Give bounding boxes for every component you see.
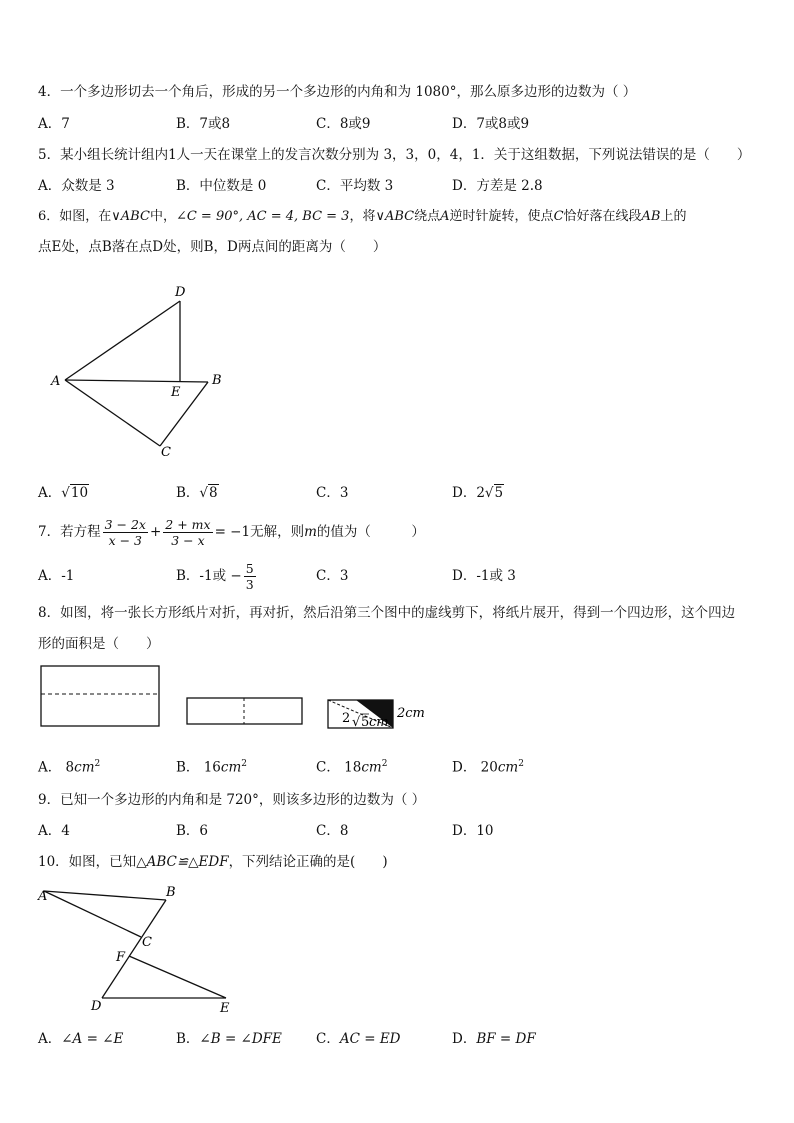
q10-option-c: C．AC = ED (316, 1031, 401, 1047)
q5-option-d: D．方差是 2.8 (452, 178, 543, 194)
q4-option-d: D．7或8或9 (452, 116, 530, 132)
segment-ac (65, 380, 160, 446)
q10-option-b: B．∠B = ∠DFE (176, 1031, 282, 1047)
q6-text: 中， (149, 209, 176, 224)
sqrt-symbol: √ (352, 715, 361, 730)
q4-option-c: C．8或9 (316, 116, 371, 132)
segment-ab (65, 380, 208, 382)
q7-option-d: D．-1或 3 (452, 568, 516, 584)
q6-text: 恰好落在线段 (563, 209, 642, 224)
q6-option-a: A．√10 (38, 485, 89, 501)
q8-figure (38, 662, 438, 732)
label-cm: cm (369, 715, 389, 730)
q6-text: 逆时针旋转，使点 (449, 209, 554, 224)
label-d: D (175, 285, 186, 300)
label-a: A (38, 889, 48, 904)
segment-ac (44, 891, 141, 937)
q6-text: 6．如图，在 (38, 209, 112, 224)
label-two: 2 (342, 711, 351, 726)
q10-stem: 10．如图，已知△ABC≌△EDF，下列结论正确的是( ) (38, 854, 388, 870)
q5-option-c: C．平均数 3 (316, 178, 394, 194)
q6-text: ，将 (349, 209, 376, 224)
segment-bd (102, 900, 166, 998)
label-d: D (91, 999, 102, 1014)
q5-option-a: A．众数是 3 (38, 178, 115, 194)
q6-math: C (553, 209, 564, 224)
q10-option-a: A．∠A = ∠E (38, 1031, 124, 1047)
q6-math: A (440, 209, 450, 224)
q6-stem-line1 (38, 208, 687, 226)
q10-option-d: D．BF = DF (452, 1031, 536, 1047)
q6-figure (40, 280, 240, 465)
q6-math: ABC (385, 209, 415, 224)
q6-option-d: D．2√5 (452, 485, 504, 501)
segment-fe (129, 956, 226, 998)
label-f: F (116, 950, 126, 965)
q7-option-a: A．-1 (38, 568, 75, 584)
q8-option-b: B． $16cm^2$ (176, 759, 248, 776)
q4-option-a: A．7 (38, 116, 70, 132)
q6-option-b: B．√8 (176, 485, 218, 501)
q7-fraction-2: $\frac{2 + mx}{3 - x}$ (165, 517, 211, 548)
q6-stem-line2: 点E处，点B落在点D处，则B，D两点间的距离为（ ） (38, 239, 387, 255)
label-root-five: 5 (361, 715, 370, 730)
label-b: B (166, 885, 176, 900)
q6-math: AB (641, 209, 661, 224)
segment-ad (65, 301, 180, 380)
label-two-cm: 2cm (397, 706, 425, 721)
q8-option-a: A． $8cm^2$ (38, 759, 101, 776)
q8-stem-line1: 8．如图，将一张长方形纸片对折，再对折，然后沿第三个图中的虚线剪下，将纸片展开，得到一个四边形，这个四边 (38, 605, 736, 621)
triangle-symbol: ∨ (375, 209, 385, 224)
segment-ab (44, 891, 166, 900)
paper-full (41, 666, 159, 726)
q6-math: ABC (120, 209, 150, 224)
q8-option-d: D． $20cm^2$ (452, 759, 524, 776)
q8-option-c: C． $18cm^2$ (316, 759, 388, 776)
label-b: B (212, 373, 222, 388)
label-c: C (161, 445, 171, 460)
q6-math: ∠C = 90°, AC = 4, BC = 3 (175, 209, 350, 224)
q6-text: 绕点 (414, 209, 441, 224)
q9-option-b: B．6 (176, 823, 209, 839)
q9-option-d: D．10 (452, 823, 494, 839)
label-e: E (220, 1001, 230, 1015)
q5-stem: 5．某小组长统计组内1人一天在课堂上的发言次数分别为 3，3，0，4，1．关于这组数据，下列说法错误的是（ ） (38, 147, 751, 163)
q6-text: 上的 (660, 209, 687, 224)
q9-option-c: C．8 (316, 823, 349, 839)
label-c: C (142, 935, 152, 950)
q9-option-a: A．4 (38, 823, 70, 839)
label-e: E (171, 385, 181, 400)
q7-option-b: B．-1或 − $\frac{5}{3}$ (176, 561, 254, 592)
label-a: A (51, 374, 61, 389)
q6-option-c: C．3 (316, 485, 349, 501)
segment-bc (160, 382, 208, 446)
q10-figure (36, 880, 236, 1015)
q4-option-b: B．7或8 (176, 116, 231, 132)
q7-option-b-fraction: $\frac{5}{3}$ (245, 561, 254, 592)
q7-stem: 7．若方程 $\frac{3 - 2x}{x - 3}$ + $\frac{2 + mx}{3 - x}$ = −1无解，则m的值为（ ） (38, 517, 425, 548)
q5-option-b: B．中位数是 0 (176, 178, 267, 194)
q7-option-c: C．3 (316, 568, 349, 584)
q4-stem: 4．一个多边形切去一个角后，形成的另一个多边形的内角和为 1080°，那么原多边形的边数为（ ） (38, 84, 637, 100)
q8-stem-line2: 形的面积是（ ） (38, 636, 160, 652)
q9-stem: 9．已知一个多边形的内角和是 720°，则该多边形的边数为（ ） (38, 792, 426, 808)
triangle-symbol: ∨ (111, 209, 121, 224)
q7-fraction-1: $\frac{3 - 2x}{x - 3}$ (104, 517, 146, 548)
